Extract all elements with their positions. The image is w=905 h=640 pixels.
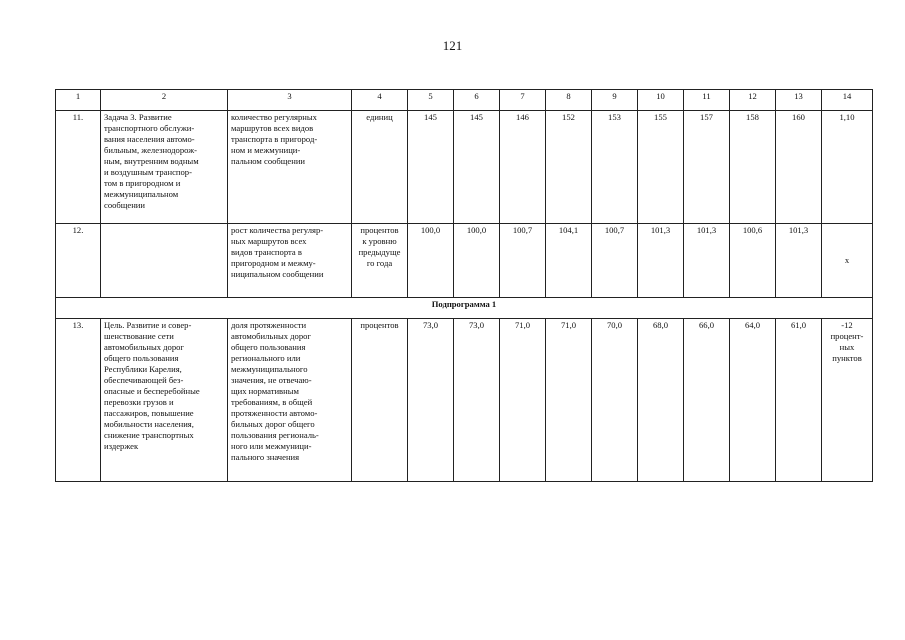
goal-cell: [101, 224, 228, 298]
value-cell: 104,1: [546, 224, 592, 298]
table-row: [56, 224, 873, 298]
unit-cell: процентов к уровню предыдуще го года: [352, 224, 408, 298]
value-cell: 100,7: [500, 224, 546, 298]
row-number-cell: 11.: [56, 111, 101, 224]
value-cell: 100,0: [408, 224, 454, 298]
value-cell: 68,0: [638, 319, 684, 482]
indicator-cell: рост количества регуляр- ных маршрутов всех видов транспорта в пригородном и межму- ниципальном сообщении: [228, 224, 352, 298]
column-header: 7: [500, 90, 546, 111]
value-cell: 73,0: [408, 319, 454, 482]
column-header: 5: [408, 90, 454, 111]
final-value-cell: х: [822, 224, 873, 298]
indicator-cell: количество регулярных маршрутов всех видов транспорта в пригород- ном и межмуници- пальном сообщении: [228, 111, 352, 224]
column-header: 6: [454, 90, 500, 111]
column-header: 9: [592, 90, 638, 111]
value-cell: 71,0: [500, 319, 546, 482]
final-value-cell: -12 процент- ных пунктов: [822, 319, 873, 482]
unit-cell: процентов: [352, 319, 408, 482]
value-cell: 71,0: [546, 319, 592, 482]
value-cell: 61,0: [776, 319, 822, 482]
goal-cell: Задача 3. Развитие транспортного обслужи- вания населения автомо- бильным, железнодорож- ным, внутренним водным и воздушным транспор- том в пригородном и межмуниципальном сообщении: [101, 111, 228, 224]
value-cell: 160: [776, 111, 822, 224]
value-cell: 66,0: [684, 319, 730, 482]
page-number: 121: [442, 38, 463, 53]
column-header: 12: [730, 90, 776, 111]
table-row: [56, 319, 873, 482]
column-header: 3: [228, 90, 352, 111]
value-cell: 145: [454, 111, 500, 224]
column-header: 14: [822, 90, 873, 111]
goal-cell: Цель. Развитие и совер- шенствование сети автомобильных дорог общего пользования Республики Карелия, обеспечивающей без- опасные и бесперебойные перевозки грузов и пассажиров, повышение мобильности населения, снижение транспортных издержек: [101, 319, 228, 482]
column-header: 11: [684, 90, 730, 111]
value-cell: 100,0: [454, 224, 500, 298]
value-cell: 73,0: [454, 319, 500, 482]
column-header: 2: [101, 90, 228, 111]
value-cell: 64,0: [730, 319, 776, 482]
value-cell: 101,3: [776, 224, 822, 298]
value-cell: 100,6: [730, 224, 776, 298]
value-cell: 153: [592, 111, 638, 224]
value-cell: 101,3: [638, 224, 684, 298]
column-header: 13: [776, 90, 822, 111]
value-cell: 101,3: [684, 224, 730, 298]
indicator-cell: доля протяженности автомобильных дорог общего пользования регионального или межмуниципального значения, не отвечаю- щих нормативным требованиям, в общей протяженности автомо- бильных дорог общего пользования региональ- ного или межмуници- пального значения: [228, 319, 352, 482]
row-number-cell: 13.: [56, 319, 101, 482]
column-header: 8: [546, 90, 592, 111]
final-value-cell: 1,10: [822, 111, 873, 224]
column-header: 4: [352, 90, 408, 111]
table-row: [56, 111, 873, 224]
table-header-row: [56, 90, 873, 111]
subprogram-title: Подпрограмма 1: [56, 298, 873, 319]
value-cell: 146: [500, 111, 546, 224]
subprogram-row: [56, 298, 873, 319]
value-cell: 152: [546, 111, 592, 224]
value-cell: 155: [638, 111, 684, 224]
row-number-cell: 12.: [56, 224, 101, 298]
value-cell: 145: [408, 111, 454, 224]
value-cell: 157: [684, 111, 730, 224]
value-cell: 70,0: [592, 319, 638, 482]
indicators-table: [55, 89, 873, 482]
unit-cell: единиц: [352, 111, 408, 224]
value-cell: 100,7: [592, 224, 638, 298]
column-header: 10: [638, 90, 684, 111]
column-header: 1: [56, 90, 101, 111]
value-cell: 158: [730, 111, 776, 224]
